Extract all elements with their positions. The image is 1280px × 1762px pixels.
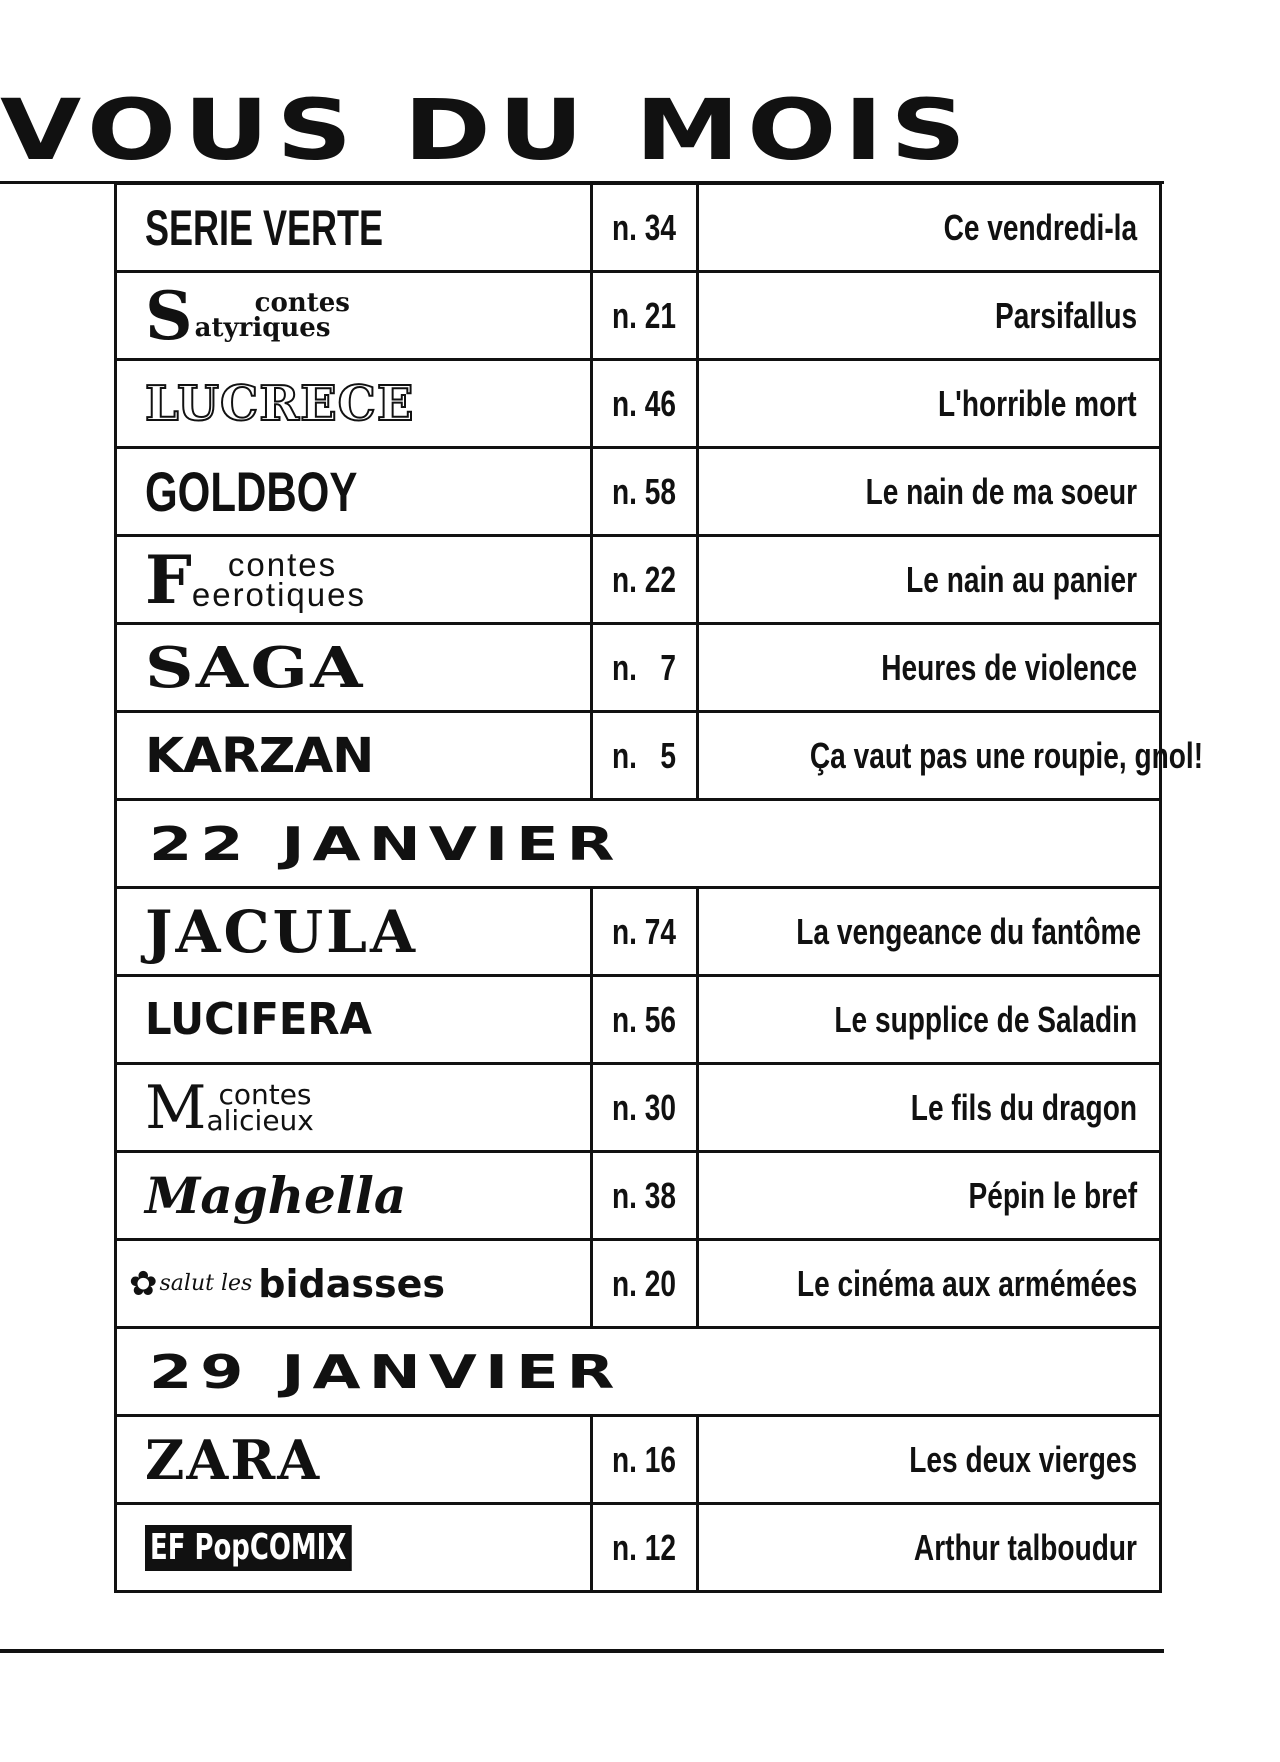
series-logo-contes-satyriques (145, 276, 350, 355)
table-row (116, 536, 1161, 624)
series-logo-goldboy: GOLDBOY (145, 459, 358, 523)
logo-initial: S (145, 276, 193, 355)
table-row (116, 624, 1161, 712)
issue-number: n. 7 (612, 646, 677, 688)
logo-script: salut les (159, 1270, 253, 1296)
issue-number: n. 46 (612, 382, 677, 424)
date-heading: 22 JANVIER (149, 816, 623, 871)
table-row (116, 184, 1161, 272)
series-logo-saga: SAGA (145, 634, 365, 701)
table-row (116, 272, 1161, 360)
logo-word-2: atyriques (194, 312, 331, 343)
logo-word-2: alicieux (206, 1103, 314, 1137)
bottom-rule (0, 1649, 1164, 1653)
issue-title: Le fils du dragon (910, 1086, 1137, 1128)
table-row (116, 888, 1161, 976)
date-row-22-janvier (116, 800, 1161, 888)
issue-title: Arthur talboudur (913, 1526, 1137, 1568)
table-row (116, 360, 1161, 448)
issue-number: n. 58 (612, 470, 677, 512)
flower-icon: ✿ (129, 1264, 158, 1303)
series-logo-zara: ZARA (145, 1427, 322, 1492)
logo-word: bidasses (258, 1261, 445, 1306)
issue-number: n. 16 (612, 1438, 677, 1480)
table-row (116, 1504, 1161, 1592)
table-row (116, 1152, 1161, 1240)
issue-title: Pépin le bref (968, 1174, 1137, 1216)
table-row (116, 712, 1161, 800)
issue-number: n. 38 (612, 1174, 677, 1216)
issue-number: n. 34 (612, 206, 677, 248)
table-row (116, 1416, 1161, 1504)
logo-words (194, 287, 350, 343)
logo-word-1: contes (218, 1078, 312, 1112)
table-row (116, 1064, 1161, 1152)
series-logo-contes-feerotiques (145, 540, 366, 619)
logo-words (191, 545, 366, 613)
issue-title: Heures de violence (881, 646, 1137, 688)
issue-number: n. 56 (612, 998, 677, 1040)
issue-title: Ce vendredi-la (943, 206, 1137, 248)
issue-number: n. 20 (612, 1262, 677, 1304)
series-logo-lucifera: LUCIFERA (145, 993, 372, 1045)
issue-title: Le nain au panier (906, 558, 1137, 600)
issue-number: n. 21 (612, 294, 677, 336)
issue-title: La vengeance du fantôme (796, 910, 1142, 952)
logo-word-2: eerotiques (191, 575, 366, 613)
issue-number: n. 12 (612, 1526, 677, 1568)
issue-title: Le nain de ma soeur (865, 470, 1137, 512)
logo-word-1: contes (254, 287, 350, 318)
logo-initial: M (145, 1072, 207, 1143)
series-logo-karzan: KARZAN (145, 727, 374, 784)
series-logo-lucrece: LUCRECE (145, 375, 415, 432)
release-schedule-table (114, 182, 1204, 1593)
logo-word-1: contes (227, 545, 338, 583)
page-title: VOUS DU MOIS (0, 81, 974, 179)
series-logo-contes-malicieux (145, 1072, 314, 1143)
issue-number: n. 74 (612, 910, 677, 952)
series-logo-ef-popcomix: EF PopCOMIX (145, 1525, 351, 1571)
issue-number: n. 5 (612, 734, 677, 776)
date-row-29-janvier (116, 1328, 1161, 1416)
issue-title: Ça vaut pas une roupie, gnol! (809, 734, 1204, 776)
issue-number: n. 22 (612, 558, 677, 600)
issue-number: n. 30 (612, 1086, 677, 1128)
logo-words (206, 1078, 314, 1137)
issue-title: L'horrible mort (938, 382, 1137, 424)
table-row (116, 1240, 1161, 1328)
issue-title: Le supplice de Saladin (834, 998, 1137, 1040)
series-logo-maghella: Maghella (145, 1165, 407, 1225)
issue-title: Le cinéma aux armémées (796, 1262, 1137, 1304)
issue-title: Parsifallus (994, 294, 1137, 336)
series-logo-serie-verte: SERIE VERTE (145, 199, 384, 256)
table-row (116, 976, 1161, 1064)
series-logo-salut-les-bidasses (129, 1261, 445, 1306)
logo-initial: F (145, 540, 192, 619)
table-row (116, 448, 1161, 536)
series-logo-jacula: JACULA (145, 897, 418, 966)
date-heading: 29 JANVIER (149, 1344, 623, 1399)
issue-title: Les deux vierges (909, 1438, 1137, 1480)
